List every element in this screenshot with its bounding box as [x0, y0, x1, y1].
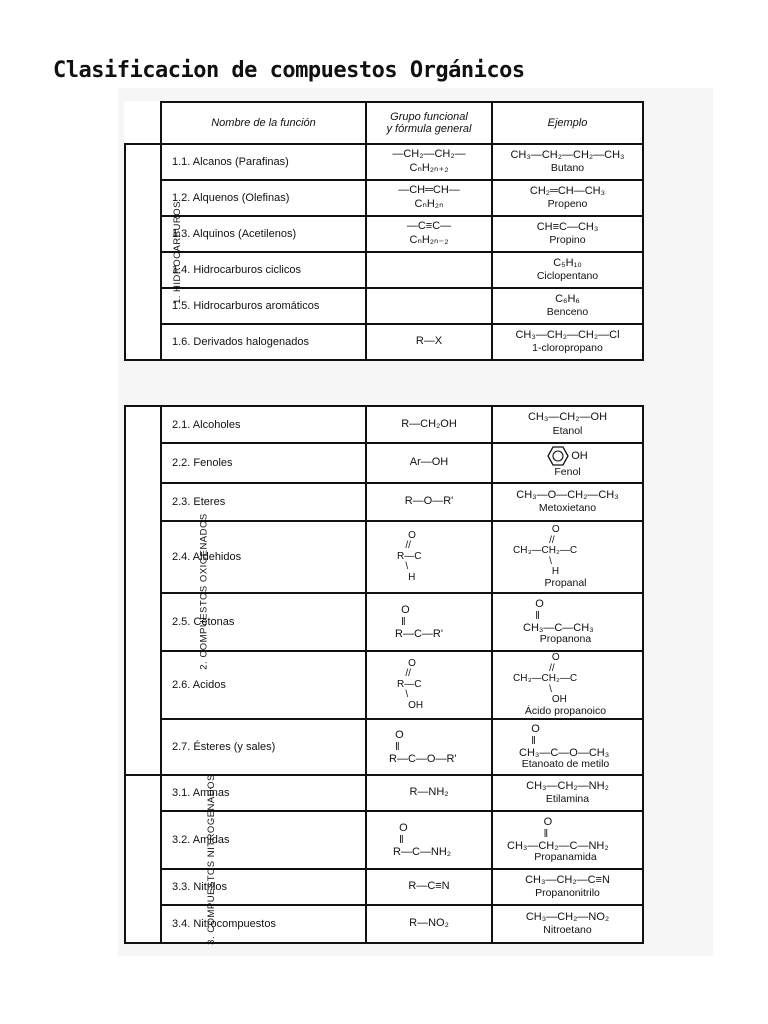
example-cell: CH₃—CH₂—C≡N Propanonitrilo — [492, 869, 643, 905]
category-oxygenated: 2. COMPUESTOS OXIGENADOS — [125, 406, 161, 775]
general-formula: O ‖ R—C—NH₂ — [366, 811, 492, 869]
general-formula: R—X — [366, 324, 492, 360]
function-name: 2.2. Fenoles — [161, 443, 366, 483]
table-row — [125, 775, 643, 811]
table-row — [125, 406, 643, 443]
function-name: 2.7. Ésteres (y sales) — [161, 719, 366, 775]
example-cell: CH₃—O—CH₂—CH₃ Metoxietano — [492, 483, 643, 521]
table-row — [125, 811, 643, 869]
general-formula: O // R—C \ OH — [366, 651, 492, 719]
general-formula: R—C≡N — [366, 869, 492, 905]
function-name: 1.6. Derivados halogenados — [161, 324, 366, 360]
header-name: Nombre de la función — [161, 102, 366, 144]
example-cell: C₆H₆ Benceno — [492, 288, 643, 324]
table-row — [125, 719, 643, 775]
example-cell: O ‖ CH₃—C—CH₃ Propanona — [492, 593, 643, 651]
example-cell: OH Fenol — [492, 443, 643, 483]
table-row — [125, 324, 643, 360]
function-name: 3.1. Aminas — [161, 775, 366, 811]
function-name: 2.1. Alcoholes — [161, 406, 366, 443]
general-formula: —CH═CH— CₙH₂ₙ — [366, 180, 492, 216]
general-formula — [366, 252, 492, 288]
table-row — [125, 180, 643, 216]
table-header-row — [125, 102, 643, 144]
example-cell: CH₂═CH—CH₃ Propeno — [492, 180, 643, 216]
table-row — [125, 443, 643, 483]
general-formula: —CH₂—CH₂— CₙH₂ₙ₊₂ — [366, 144, 492, 180]
example-cell: O ‖ CH₃—C—O—CH₃ Etanoato de metilo — [492, 719, 643, 775]
function-name: 3.2. Amidas — [161, 811, 366, 869]
function-name: 1.2. Alquenos (Olefinas) — [161, 180, 366, 216]
function-name: 2.4. Aldehidos — [161, 521, 366, 593]
function-name: 2.6. Acidos — [161, 651, 366, 719]
table-row — [125, 216, 643, 252]
general-formula: Ar—OH — [366, 443, 492, 483]
general-formula — [366, 288, 492, 324]
function-name: 3.4. Nitrocompuestos — [161, 905, 366, 943]
example-cell: O // CH₃—CH₂—C \ H Propanal — [492, 521, 643, 593]
general-formula: O ‖ R—C—R' — [366, 593, 492, 651]
general-formula: —C≡C— CₙH₂ₙ₋₂ — [366, 216, 492, 252]
example-cell: O // CH₃—CH₂—C \ OH Ácido propanoico — [492, 651, 643, 719]
oxygen-nitrogen-table — [124, 405, 644, 944]
function-name: 1.3. Alquinos (Acetilenos) — [161, 216, 366, 252]
category-hydrocarbons: 1. HIDROCARBUROS — [125, 144, 161, 360]
general-formula: O // R—C \ H — [366, 521, 492, 593]
example-cell: CH₃—CH₂—CH₂—Cl 1-cloropropano — [492, 324, 643, 360]
category-nitrogenated: 3. COMPUESTOS NITROGENADOS — [125, 775, 161, 943]
table-row — [125, 905, 643, 943]
function-name: 1.4. Hidrocarburos ciclicos — [161, 252, 366, 288]
table-row — [125, 288, 643, 324]
general-formula: O ‖ R—C—O—R' — [366, 719, 492, 775]
general-formula: R—NH₂ — [366, 775, 492, 811]
example-cell: CH₃—CH₂—OH Etanol — [492, 406, 643, 443]
general-formula: R—CH₂OH — [366, 406, 492, 443]
example-cell: CH≡C—CH₃ Propino — [492, 216, 643, 252]
benzene-ring-icon — [547, 446, 569, 466]
function-name: 2.5. Cetonas — [161, 593, 366, 651]
function-name: 1.1. Alcanos (Parafinas) — [161, 144, 366, 180]
table-row — [125, 144, 643, 180]
page-title: Clasificacion de compuestos Orgánicos — [53, 58, 525, 83]
example-cell: CH₃—CH₂—NO₂ Nitroetano — [492, 905, 643, 943]
header-formula: Grupo funcional y fórmula general — [366, 102, 492, 144]
function-name: 2.3. Eteres — [161, 483, 366, 521]
general-formula: R—NO₂ — [366, 905, 492, 943]
example-cell: C₅H₁₀ Ciclopentano — [492, 252, 643, 288]
table-row — [125, 869, 643, 905]
hydrocarbons-table — [124, 101, 644, 361]
example-cell: CH₃—CH₂—NH₂ Etilamina — [492, 775, 643, 811]
table-row — [125, 252, 643, 288]
function-name: 1.5. Hidrocarburos aromáticos — [161, 288, 366, 324]
example-cell: O ‖ CH₃—CH₂—C—NH₂ Propanamida — [492, 811, 643, 869]
general-formula: R—O—R' — [366, 483, 492, 521]
example-cell: CH₃—CH₂—CH₂—CH₃ Butano — [492, 144, 643, 180]
function-name: 3.3. Nitrilos — [161, 869, 366, 905]
header-example: Ejemplo — [492, 102, 643, 144]
